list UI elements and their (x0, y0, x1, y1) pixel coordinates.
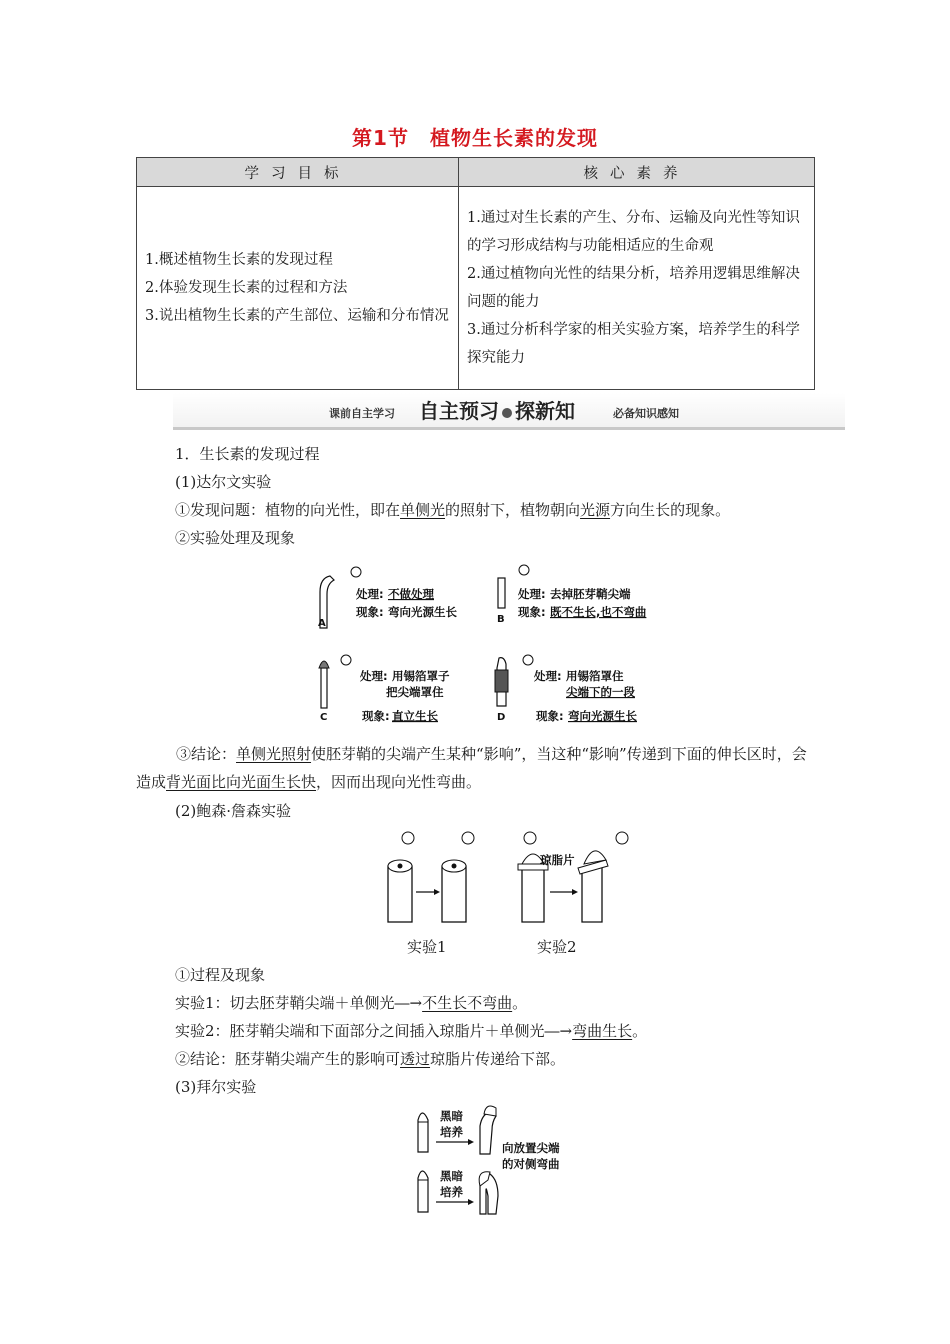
banner-main: 自主预习 探新知 (419, 399, 575, 423)
treat-a: 不做处理 (388, 587, 434, 601)
coleoptile-c (321, 668, 327, 708)
table-header-literacy: 核心素养 (459, 158, 815, 187)
section-banner (173, 393, 845, 430)
result-a: 弯向光源生长 (388, 605, 457, 619)
sun-icon (616, 832, 628, 844)
treat-d-1: 用锡箔罩住 (566, 669, 624, 683)
page-title: 第1节 植物生长素的发现 (352, 126, 598, 150)
label-d: D (497, 712, 506, 723)
cut-coleoptile-1 (388, 866, 412, 922)
dark-label: 黑暗 (440, 1109, 463, 1123)
label-b: B (497, 614, 505, 625)
culture-label: 培养 (440, 1125, 463, 1139)
treat-c-2: 把尖端罩住 (386, 685, 444, 699)
coleoptile (418, 1113, 428, 1152)
process-heading: ①过程及现象 (175, 966, 266, 984)
label-a: A (318, 618, 326, 629)
foil-cap-c (319, 661, 329, 668)
sun-icon (351, 567, 361, 577)
banner-left: 课前自主学习 (329, 407, 395, 420)
bent-coleoptile (480, 1112, 496, 1154)
subheading-boysen-jensen: (2)鲍森·詹森实验 (175, 802, 292, 820)
literacy-item: 2.通过植物向光性的结果分析，培养用逻辑思维解决问题的能力 (467, 266, 800, 310)
foil-sleeve-d (495, 670, 508, 692)
treat-label-a: 处理: (356, 587, 384, 601)
agar-coleoptile-2 (582, 866, 602, 922)
exp2-caption: 实验2 (537, 938, 577, 956)
label-c: C (320, 712, 328, 723)
coleoptile (418, 1171, 428, 1212)
darwin-experiment-figure (300, 556, 680, 728)
result-label-b: 现象: (518, 605, 546, 619)
sun-icon (462, 832, 474, 844)
conclusion-boysen-jensen: ②结论：胚芽鞘尖端产生的影响可透过琼脂片传递给下部。 (175, 1050, 566, 1068)
result-label-c: 现象: (362, 709, 390, 723)
exp1-caption: 实验1 (407, 938, 447, 956)
treat-label-c: 处理: (360, 669, 388, 683)
treat-d-2: 尖端下的一段 (566, 685, 635, 699)
literacy-item: 1.通过对生长素的产生、分布、运输及向光性等知识的学习形成结构与功能相适应的生命观 (467, 210, 800, 254)
banner-right: 必备知识感知 (613, 407, 679, 420)
result-label-d: 现象: (536, 709, 564, 723)
goal-item: 3.说出植物生长素的产生部位、运输和分布情况 (145, 308, 449, 324)
literacy-item: 3.通过分析科学家的相关实验方案，培养学生的科学探究能力 (467, 322, 800, 366)
treat-b: 去掉胚芽鞘尖端 (550, 587, 631, 601)
result-label-a: 现象: (356, 605, 384, 619)
treat-label-d: 处理: (534, 669, 562, 683)
experiment-2: 实验2：胚芽鞘尖端和下面部分之间插入琼脂片＋单侧光―→弯曲生长。 (175, 1022, 648, 1040)
boysen-jensen-figure (380, 826, 630, 926)
sun-icon (341, 655, 351, 665)
culture-label: 培养 (440, 1185, 463, 1199)
goals-table (136, 157, 815, 390)
result-label-1: 向放置尖端 (502, 1141, 560, 1155)
cut-coleoptile-2 (442, 866, 466, 922)
goal-item: 1.概述植物生长素的发现过程 (145, 252, 333, 268)
arrow-dot-icon (502, 408, 512, 418)
question-1: ①发现问题：植物的向光性，即在单侧光的照射下，植物朝向光源方向生长的现象。 (175, 501, 731, 519)
sun-icon (402, 832, 414, 844)
section-heading: 1．生长素的发现过程 (175, 445, 320, 463)
sun-icon (524, 832, 536, 844)
sun-icon (523, 655, 533, 665)
result-d: 弯向光源生长 (568, 709, 637, 723)
experiment-1: 实验1：切去胚芽鞘尖端＋单侧光―→不生长不弯曲。 (175, 994, 528, 1012)
result-b: 既不生长,也不弯曲 (550, 605, 647, 619)
result-label-2: 的对侧弯曲 (502, 1157, 560, 1171)
literacy-cell (459, 187, 815, 390)
subheading-darwin: (1)达尔文实验 (175, 473, 272, 491)
table-header-goals: 学习目标 (137, 158, 459, 187)
result-c: 直立生长 (392, 709, 438, 723)
goals-cell (137, 187, 459, 390)
conclusion-darwin: ③结论：单侧光照射使胚芽鞘的尖端产生某种“影响”，当这种“影响”传递到下面的伸长区时，会造成背光面比向光面生长快，因而出现向光性弯曲。 (136, 745, 807, 791)
treat-c-1: 用锡箔罩子 (392, 669, 450, 683)
sun-icon (519, 565, 529, 575)
coleoptile-b (498, 578, 505, 608)
question-2: ②实验处理及现象 (175, 529, 296, 547)
dark-label: 黑暗 (440, 1169, 463, 1183)
goal-item: 2.体验发现生长素的过程和方法 (145, 280, 348, 296)
agar-coleoptile-1 (522, 868, 544, 922)
agar-label: 琼脂片 (540, 853, 575, 867)
subheading-paal: (3)拜尔实验 (175, 1078, 257, 1096)
treat-label-b: 处理: (518, 587, 546, 601)
paal-experiment-figure (410, 1100, 590, 1218)
